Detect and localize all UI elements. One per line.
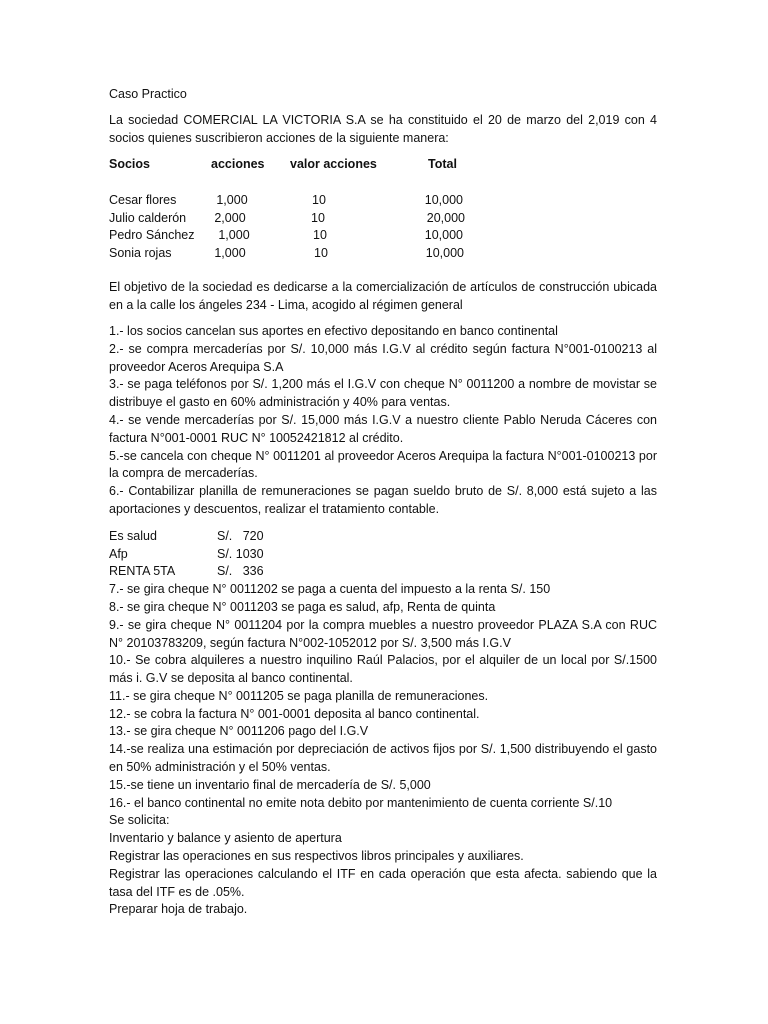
table-row bbox=[109, 245, 657, 263]
cell-socio: Cesar flores bbox=[109, 192, 177, 207]
deduction-amount: S/. 720 bbox=[217, 528, 264, 543]
deduction-row bbox=[109, 546, 657, 564]
request-heading: Se solicita: bbox=[109, 813, 170, 828]
cell-socio: Julio calderón bbox=[109, 210, 187, 225]
list-item: 9.- se gira cheque N° 0011204 por la compra muebles a nuestro proveedor PLAZA S.A con RUC N° 20103783209, según factura N°002-1052012 por S/. 3,500 más I.G.V bbox=[109, 617, 657, 650]
list-item: 10.- Se cobra alquileres a nuestro inquilino Raúl Palacios, por el alquiler de un local por S/.1500 más i. G.V se deposita al banco continental. bbox=[109, 653, 657, 686]
cell-acciones: 1,000 bbox=[216, 192, 248, 207]
deduction-row bbox=[109, 563, 657, 581]
deductions-list bbox=[109, 528, 657, 581]
list-item: 12.- se cobra la factura N° 001-0001 deposita al banco continental. bbox=[109, 706, 480, 721]
cell-socio: Pedro Sánchez bbox=[109, 228, 195, 243]
deduction-amount: S/. 336 bbox=[217, 564, 264, 579]
list-item: 11.- se gira cheque N° 0011205 se paga planilla de remuneraciones. bbox=[109, 688, 489, 703]
cell-total: 20,000 bbox=[426, 210, 465, 225]
header-acciones: acciones bbox=[211, 157, 265, 172]
cell-socio: Sonia rojas bbox=[109, 245, 172, 260]
deduction-label: Es salud bbox=[109, 528, 157, 543]
header-valor-acciones: valor acciones bbox=[290, 157, 377, 172]
document-title: Caso Practico bbox=[109, 87, 187, 101]
cell-valor: 10 bbox=[312, 192, 326, 207]
list-item: 2.- se compra mercaderías por S/. 10,000 más I.G.V al crédito según factura N°001-0100213 al proveedor Aceros Arequipa S.A bbox=[109, 341, 657, 374]
request-item: Registrar las operaciones calculando el ITF en cada operación que esta afecta. sabiendo que la tasa del ITF es de .05%. bbox=[109, 866, 657, 899]
deduction-label: Afp bbox=[109, 546, 128, 561]
list-item: 14.-se realiza una estimación por depreciación de activos fijos por S/. 1,500 distribuyendo el gasto en 50% administración y el 50% ventas. bbox=[109, 742, 657, 775]
list-item: 5.-se cancela con cheque N° 0011201 al proveedor Aceros Arequipa la factura N°001-0100213 por la compra de mercaderías. bbox=[109, 448, 657, 481]
cell-valor: 10 bbox=[313, 228, 327, 243]
table-row bbox=[109, 210, 657, 228]
header-socios: Socios bbox=[109, 157, 150, 172]
list-item: 3.- se paga teléfonos por S/. 1,200 más el I.G.V con cheque N° 0011200 a nombre de movistar se distribuye el gasto en 60% administración y 40% para ventas. bbox=[109, 377, 657, 410]
document-page bbox=[109, 86, 657, 919]
request-item: Preparar hoja de trabajo. bbox=[109, 902, 248, 917]
cell-valor: 10 bbox=[311, 210, 325, 225]
operations-list-b bbox=[109, 581, 657, 919]
table-header-row bbox=[109, 156, 657, 174]
list-item: 16.- el banco continental no emite nota debito por mantenimiento de cuenta corriente S/.10 bbox=[109, 795, 613, 810]
list-item: 7.- se gira cheque N° 0011202 se paga a cuenta del impuesto a la renta S/. 150 bbox=[109, 582, 551, 597]
request-item: Inventario y balance y asiento de apertura bbox=[109, 831, 342, 846]
intro-paragraph: La sociedad COMERCIAL LA VICTORIA S.A se ha constituido el 20 de marzo del 2,019 con 4 socios quienes suscribieron acciones de la siguiente manera: bbox=[109, 112, 657, 145]
deduction-amount: S/. 1030 bbox=[217, 546, 264, 561]
table-row bbox=[109, 227, 657, 245]
cell-total: 10,000 bbox=[424, 228, 463, 243]
deduction-row bbox=[109, 528, 657, 546]
cell-acciones: 2,000 bbox=[214, 210, 246, 225]
cell-total: 10,000 bbox=[425, 245, 464, 260]
cell-valor: 10 bbox=[314, 245, 328, 260]
shareholders-table bbox=[109, 156, 657, 262]
table-row bbox=[109, 192, 657, 210]
request-item: Registrar las operaciones en sus respectivos libros principales y auxiliares. bbox=[109, 849, 524, 864]
cell-acciones: 1,000 bbox=[218, 228, 250, 243]
cell-acciones: 1,000 bbox=[214, 245, 246, 260]
objective-paragraph: El objetivo de la sociedad es dedicarse a la comercialización de artículos de construcción ubicada en a la calle los ángeles 234 - Lima, acogido al régimen general bbox=[109, 280, 657, 313]
header-total: Total bbox=[428, 157, 457, 172]
deduction-label: RENTA 5TA bbox=[109, 564, 176, 579]
list-item: 1.- los socios cancelan sus aportes en efectivo depositando en banco continental bbox=[109, 323, 558, 338]
operations-list-a bbox=[109, 323, 657, 519]
list-item: 4.- se vende mercaderías por S/. 15,000 más I.G.V a nuestro cliente Pablo Neruda Cáceres con factura N°001-0001 RUC N° 10052421812 al crédito. bbox=[109, 412, 657, 445]
list-item: 6.- Contabilizar planilla de remuneraciones se pagan sueldo bruto de S/. 8,000 está sujeto a las aportaciones y descuentos, realizar el tratamiento contable. bbox=[109, 484, 657, 516]
cell-total: 10,000 bbox=[424, 192, 463, 207]
list-item: 15.-se tiene un inventario final de mercadería de S/. 5,000 bbox=[109, 777, 431, 792]
list-item: 8.- se gira cheque N° 0011203 se paga es salud, afp, Renta de quinta bbox=[109, 599, 496, 614]
list-item: 13.- se gira cheque N° 0011206 pago del I.G.V bbox=[109, 724, 369, 739]
